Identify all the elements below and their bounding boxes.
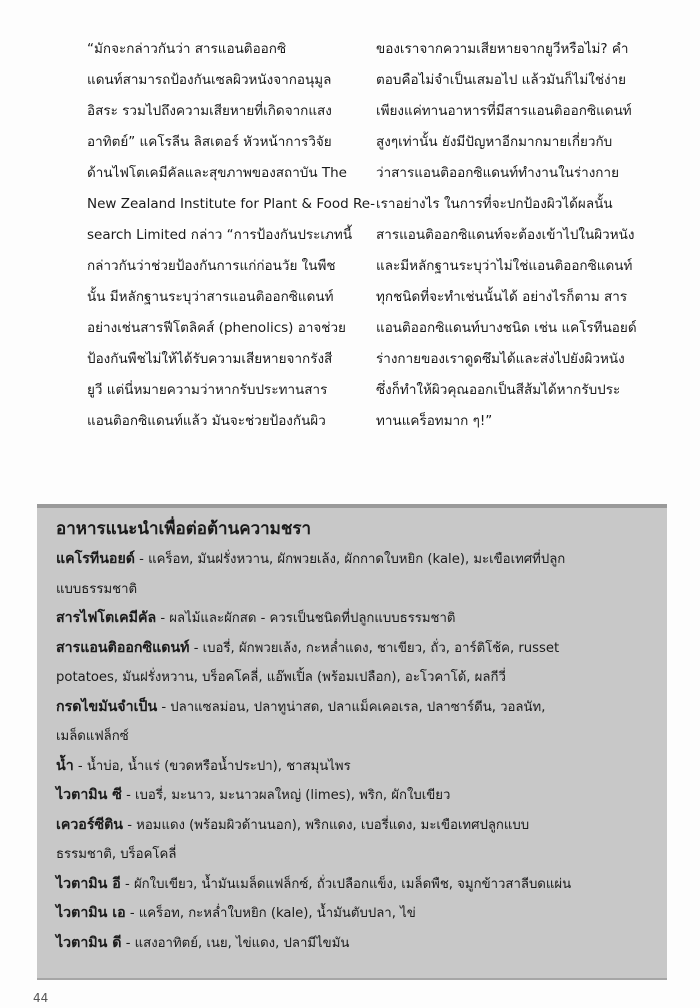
article-line: สารแอนติออกซิแดนท์จะต้องเข้าไปในผิวหนัง (376, 227, 635, 243)
food-items: แบบธรรมชาติ (56, 581, 138, 597)
food-items: - แสงอาทิตย์, เนย, ไข่แดง, ปลามีไขมัน (121, 935, 350, 951)
food-items: - แคร็อท, มันฝรั่งหวาน, ผักพวยเล้ง, ผักกาดใบหยิก (kale), มะเขือเทศที่ปลูก (134, 552, 566, 567)
food-list-item (56, 929, 656, 959)
anti-aging-food-box (37, 504, 667, 980)
food-list-item (56, 840, 656, 870)
food-items: - น้ำบ่อ, น้ำแร่ (ขวดหรือน้ำประปา), ชาสมุนไพร (73, 758, 351, 774)
article-line: และมีหลักฐานระบุว่าไม่ใช่แอนติออกซิแดนท์ (376, 258, 633, 274)
food-list-item (56, 781, 656, 811)
food-items: - แคร็อท, กะหล่ำใบหยิก (kale), น้ำมันตับปลา, ไข่ (125, 906, 416, 921)
food-items: - ผลไม้และผักสด - ควรเป็นชนิดที่ปลูกแบบธรรมชาติ (156, 611, 456, 626)
food-term: กรดไขมันจำเป็น (56, 698, 158, 715)
article-line: ป้องกันพืชไม่ให้ได้รับความเสียหายจากรังสี (87, 351, 333, 367)
article-line: แดนท์สามารถป้องกันเซลผิวหนังจากอนุมูล (87, 72, 332, 88)
food-term: สารแอนติออกซิแดนท์ (56, 639, 190, 656)
food-items: - หอมแดง (พร้อมผิวด้านนอก), พริกแดง, เบอรี่แดง, มะเขือเทศปลูกแบบ (123, 817, 530, 833)
article-line: อย่างเช่นสารฟีโตลิคส์ (phenolics) อาจช่วย (87, 320, 346, 336)
food-list-item (56, 663, 656, 693)
article-line: “มักจะกล่าวกันว่า สารแอนติออกซิ (87, 41, 287, 57)
article-line: กล่าวกันว่าช่วยป้องกันการแก่ก่อนวัย ในพืช (87, 258, 336, 274)
food-term: เควอร์ซีติน (56, 816, 123, 833)
food-term: น้ำ (56, 757, 74, 774)
article-line: ซึ่งก็ทำให้ผิวคุณออกเป็นสีส้มได้หากรับประ (376, 382, 621, 398)
food-items: ธรรมชาติ, บร็อคโคลี่ (56, 847, 177, 862)
food-items: - เบอรี่, ผักพวยเล้ง, กะหล่ำแดง, ชาเขียว, ถั่ว, อาร์ติโช้ค, russet (189, 640, 560, 656)
food-list-item (56, 899, 656, 929)
food-term: ไวตามิน ซี (56, 787, 122, 803)
article-line: สูงๆเท่านั้น ยังมีปัญหาอีกมากมายเกี่ยวกับ (376, 134, 613, 150)
article-line: ของเราจากความเสียหายจากยูวีหรือไม่? คำ (376, 41, 629, 57)
box-title: อาหารแนะนำเพื่อต่อต้านความชรา (56, 519, 312, 539)
article-right-column (376, 34, 659, 437)
food-items: - เบอรี่, มะนาว, มะนาวผลใหญ่ (limes), พริก, ผักใบเขียว (121, 788, 451, 803)
food-term: แคโรทีนอยด์ (56, 551, 135, 567)
article-line: ว่าสารแอนติออกซิแดนท์ทำงานในร่างกาย (376, 165, 619, 181)
food-term: ไวตามิน ดี (56, 934, 122, 951)
article-line: ด้านไฟโตเคมีคัลและสุขภาพของสถาบัน The (87, 165, 347, 181)
article-line: ร่างกายของเราดูดซึมได้และส่งไปยังผิวหนัง (376, 351, 625, 367)
food-items: potatoes, มันฝรั่งหวาน, บร็อคโคลี่, แอ๊พเปิ้ล (พร้อมเปลือก), อะโวคาโด้, ผลกีวี่ (56, 670, 506, 685)
food-list-item (56, 870, 656, 900)
article-line: เพียงแค่ทานอาหารที่มีสารแอนติออกซิแดนท์ (376, 103, 632, 119)
food-list-item (56, 545, 656, 575)
page-number: 44 (33, 991, 49, 1005)
food-term: ไวตามิน เอ (56, 905, 126, 921)
article-line: ทานแคร็อทมาก ๆ!” (376, 413, 493, 429)
article-line: อาทิตย์” แคโรลีน ลิสเตอร์ หัวหน้าการวิจัย (87, 134, 332, 150)
food-list-item (56, 693, 656, 723)
article-line: New Zealand Institute for Plant & Food Re- (87, 196, 375, 212)
box-food-list (56, 545, 656, 958)
food-list-item (56, 634, 656, 664)
food-list-item (56, 811, 656, 841)
article-line: ทุกชนิดที่จะทำเช่นนั้นได้ อย่างไรก็ตาม สาร (376, 289, 628, 305)
food-list-item (56, 604, 656, 634)
article-line: ตอบคือไม่จำเป็นเสมอไป แล้วมันก็ไม่ใช่ง่าย (376, 72, 627, 88)
food-items: - ผักใบเขียว, น้ำมันเมล็ดแฟล็กซ์, ถั่วเปลือกแข็ง, เมล็ดพืช, จมูกข้าวสาลีบดแผ่น (120, 876, 572, 892)
article-line: เราอย่างไร ในการที่จะปกป้องผิวได้ผลนั้น (376, 196, 613, 212)
article-line: แอนติออกซิแดนท์บางชนิด เช่น แคโรทีนอยด์ (376, 320, 637, 336)
food-items: - ปลาแซลม่อน, ปลาทูน่าสด, ปลาแม็คเคอเรล, ปลาซาร์ดีน, วอลนัท, (157, 699, 546, 715)
article-line: อิสระ รวมไปถึงความเสียหายที่เกิดจากแสง (87, 103, 332, 119)
article-line: แอนติอกซิแดนท์แล้ว มันจะช่วยป้องกันผิว (87, 413, 326, 429)
article-line: นั้น มีหลักฐานระบุว่าสารแอนติออกซิแดนท์ (87, 289, 334, 305)
food-list-item (56, 575, 656, 605)
food-items: เมล็ดแฟล็กซ์ (56, 729, 129, 744)
food-list-item (56, 722, 656, 752)
article-line: search Limited กล่าว “การป้องกันประเภทนี้ (87, 227, 353, 243)
food-term: ไวตามิน อี (56, 875, 121, 892)
article-left-column (87, 34, 375, 437)
article-line: ยูวี แต่นี่หมายความว่าหากรับประทานสาร (87, 382, 328, 398)
food-list-item (56, 752, 656, 782)
food-term: สารไฟโตเคมีคัล (56, 610, 157, 626)
